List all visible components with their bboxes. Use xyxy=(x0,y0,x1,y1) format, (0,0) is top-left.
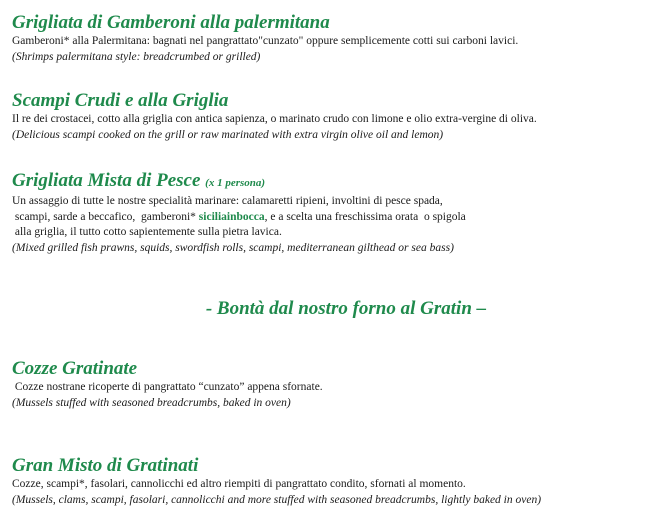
dish-title: Grigliata di Gamberoni alla palermitana xyxy=(12,12,330,33)
dish-description-line: Un assaggio di tutte le nostre specialità marinare: calamaretti ripieni, involtini di pesce spada, xyxy=(12,195,443,207)
dish-english: (Mussels stuffed with seasoned breadcrumbs, baked in oven) xyxy=(12,396,291,409)
text: scampi, sarde a beccafico, gamberoni* xyxy=(12,210,199,223)
gratin-section-heading: - Bontà dal nostro forno al Gratin – xyxy=(205,298,487,319)
dish-description: Gamberoni* alla Palermitana: bagnati nel pangrattato"cunzato" oppure semplicemente cotti sui carboni lavici. xyxy=(12,35,519,47)
dish-title xyxy=(12,170,642,194)
brand-name: siciliainbocca xyxy=(198,210,265,223)
menu-item-cozze-gratinate xyxy=(12,358,642,411)
dish-english: (Shrimps palermitana style: breadcrumbed or grilled) xyxy=(12,50,261,63)
dish-title-text: Grigliata Mista di Pesce xyxy=(12,170,201,191)
dish-description-line: alla griglia, il tutto cotto sapientemente sulla pietra lavica. xyxy=(12,226,282,238)
dish-title: Scampi Crudi e alla Griglia xyxy=(12,90,229,111)
dish-english: (Mixed grilled fish prawns, squids, swordfish rolls, scampi, mediterranean gilthead or sea bass) xyxy=(12,241,454,254)
dish-description-line xyxy=(12,210,642,226)
menu-item-grigliata-mista xyxy=(12,170,642,256)
menu-item-gran-misto xyxy=(12,455,642,508)
dish-description: Il re dei crostacei, cotto alla griglia con antica sapienza, o marinato crudo con limone e olio extra-vergine di oliva. xyxy=(12,113,537,125)
dish-english: (Delicious scampi cooked on the grill or raw marinated with extra virgin olive oil and lemon) xyxy=(12,128,444,141)
menu-item-gamberoni xyxy=(12,12,642,65)
dish-title: Cozze Gratinate xyxy=(12,358,138,379)
text: , e a scelta una freschissima orata o spigola xyxy=(264,210,466,223)
dish-description: Cozze nostrane ricoperte di pangrattato “cunzato” appena sfornate. xyxy=(12,381,323,393)
dish-title-note: (x 1 persona) xyxy=(205,177,266,189)
dish-english: (Mussels, clams, scampi, fasolari, cannolicchi and more stuffed with seasoned breadcrumbs, lightly baked in oven) xyxy=(12,493,542,506)
menu-item-scampi xyxy=(12,90,642,143)
dish-title: Gran Misto di Gratinati xyxy=(12,455,199,476)
dish-description: Cozze, scampi*, fasolari, cannolicchi ed altro riempiti di pangrattato condito, sfornati al momento. xyxy=(12,478,466,490)
